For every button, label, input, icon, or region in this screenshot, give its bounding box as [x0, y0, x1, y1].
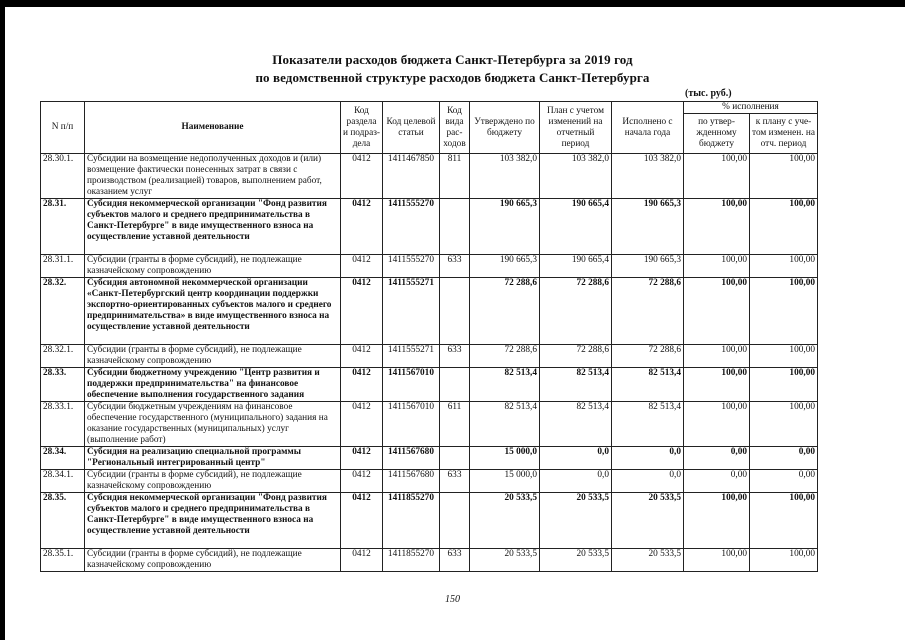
table-row	[41, 402, 818, 447]
cell-razdel: 0412	[341, 154, 383, 199]
cell-done: 103 382,0	[612, 154, 684, 199]
cell-name: Субсидии бюджетным учреждениям на финансовое обеспечение государственного (муниципального) задания на оказание государственных (муниципальных) услуг (выполнение работ)	[85, 402, 341, 447]
cell-pct-budget: 100,00	[684, 368, 750, 402]
cell-pct-plan: 100,00	[750, 255, 818, 278]
cell-razdel: 0412	[341, 278, 383, 345]
header-pct-budget: по утвер-жденному бюджету	[684, 114, 750, 154]
cell-pct-plan: 100,00	[750, 278, 818, 345]
cell-name: Субсидия некоммерческой организации "Фонд развития субъектов малого и среднего предпринимательства в Санкт-Петербурге" в виде имущественного взноса на осуществление уставной деятельности	[85, 493, 341, 549]
cell-vid: 811	[440, 154, 470, 199]
cell-plan: 82 513,4	[540, 368, 612, 402]
table-row	[41, 345, 818, 368]
cell-approved: 15 000,0	[470, 447, 540, 470]
cell-done: 72 288,6	[612, 345, 684, 368]
cell-pct-plan: 100,00	[750, 368, 818, 402]
table-row	[41, 154, 818, 199]
cell-done: 72 288,6	[612, 278, 684, 345]
table-row	[41, 368, 818, 402]
cell-plan: 20 533,5	[540, 493, 612, 549]
cell-plan: 20 533,5	[540, 549, 612, 572]
cell-pct-budget: 100,00	[684, 278, 750, 345]
cell-name: Субсидии (гранты в форме субсидий), не подлежащие казначейскому сопровождению	[85, 345, 341, 368]
table-row	[41, 549, 818, 572]
cell-csr: 1411555270	[383, 199, 440, 255]
cell-plan: 72 288,6	[540, 278, 612, 345]
cell-csr: 1411555271	[383, 345, 440, 368]
cell-num: 28.32.1.	[41, 345, 85, 368]
cell-pct-budget: 100,00	[684, 199, 750, 255]
header-approved: Утверждено по бюджету	[470, 102, 540, 154]
cell-csr: 1411467850	[383, 154, 440, 199]
cell-vid	[440, 278, 470, 345]
cell-razdel: 0412	[341, 493, 383, 549]
cell-plan: 190 665,4	[540, 199, 612, 255]
cell-approved: 82 513,4	[470, 368, 540, 402]
cell-csr: 1411567010	[383, 368, 440, 402]
cell-done: 0,0	[612, 470, 684, 493]
table-row	[41, 447, 818, 470]
header-pct-plan: к плану с уче-том изменен. на отч. период	[750, 114, 818, 154]
cell-pct-plan: 100,00	[750, 493, 818, 549]
cell-approved: 72 288,6	[470, 345, 540, 368]
cell-approved: 20 533,5	[470, 493, 540, 549]
header-razdel: Код раздела и подраз-дела	[341, 102, 383, 154]
cell-pct-budget: 100,00	[684, 402, 750, 447]
cell-razdel: 0412	[341, 549, 383, 572]
cell-razdel: 0412	[341, 255, 383, 278]
cell-pct-plan: 100,00	[750, 402, 818, 447]
header-plan: План с учетом изменений на отчетный период	[540, 102, 612, 154]
page-title: Показатели расходов бюджета Санкт-Петербурга за 2019 год	[272, 52, 633, 67]
cell-plan: 190 665,4	[540, 255, 612, 278]
cell-vid: 611	[440, 402, 470, 447]
cell-csr: 1411567680	[383, 447, 440, 470]
cell-num: 28.34.1.	[41, 470, 85, 493]
cell-vid	[440, 447, 470, 470]
scan-border-top	[0, 0, 905, 7]
cell-pct-plan: 100,00	[750, 345, 818, 368]
cell-done: 0,0	[612, 447, 684, 470]
cell-plan: 0,0	[540, 447, 612, 470]
cell-done: 190 665,3	[612, 255, 684, 278]
units-label: (тыс. руб.)	[685, 88, 732, 99]
page-number: 150	[445, 594, 460, 605]
cell-plan: 82 513,4	[540, 402, 612, 447]
page-subtitle: по ведомственной структуре расходов бюджета Санкт-Петербурга	[255, 70, 650, 85]
cell-csr: 1411567680	[383, 470, 440, 493]
table-row	[41, 493, 818, 549]
cell-num: 28.31.1.	[41, 255, 85, 278]
cell-pct-budget: 100,00	[684, 345, 750, 368]
cell-done: 82 513,4	[612, 402, 684, 447]
cell-pct-plan: 100,00	[750, 199, 818, 255]
cell-num: 28.34.	[41, 447, 85, 470]
cell-num: 28.30.1.	[41, 154, 85, 199]
cell-pct-budget: 100,00	[684, 549, 750, 572]
cell-done: 190 665,3	[612, 199, 684, 255]
cell-name: Субсидии бюджетному учреждению "Центр развития и поддержки предпринимательства" на финансовое обеспечение выполнения государственного задания	[85, 368, 341, 402]
cell-pct-budget: 100,00	[684, 493, 750, 549]
cell-pct-plan: 0,00	[750, 447, 818, 470]
cell-vid	[440, 199, 470, 255]
cell-name: Субсидии (гранты в форме субсидий), не подлежащие казначейскому сопровождению	[85, 549, 341, 572]
header-name: Наименование	[85, 102, 341, 154]
header-done: Исполнено с начала года	[612, 102, 684, 154]
cell-vid	[440, 368, 470, 402]
cell-approved: 103 382,0	[470, 154, 540, 199]
cell-approved: 82 513,4	[470, 402, 540, 447]
cell-name: Субсидии (гранты в форме субсидий), не подлежащие казначейскому сопровождению	[85, 470, 341, 493]
cell-razdel: 0412	[341, 470, 383, 493]
cell-csr: 1411555270	[383, 255, 440, 278]
table-row	[41, 199, 818, 255]
cell-vid	[440, 493, 470, 549]
cell-approved: 15 000,0	[470, 470, 540, 493]
cell-pct-budget: 0,00	[684, 470, 750, 493]
cell-vid: 633	[440, 549, 470, 572]
cell-done: 20 533,5	[612, 549, 684, 572]
cell-approved: 190 665,3	[470, 199, 540, 255]
cell-csr: 1411855270	[383, 549, 440, 572]
cell-pct-budget: 0,00	[684, 447, 750, 470]
cell-done: 82 513,4	[612, 368, 684, 402]
cell-pct-plan: 0,00	[750, 470, 818, 493]
table-row	[41, 470, 818, 493]
cell-num: 28.33.	[41, 368, 85, 402]
cell-plan: 103 382,0	[540, 154, 612, 199]
header-vid: Код вида рас-ходов	[440, 102, 470, 154]
cell-razdel: 0412	[341, 402, 383, 447]
cell-csr: 1411555271	[383, 278, 440, 345]
cell-approved: 72 288,6	[470, 278, 540, 345]
cell-razdel: 0412	[341, 199, 383, 255]
cell-approved: 190 665,3	[470, 255, 540, 278]
cell-csr: 1411855270	[383, 493, 440, 549]
cell-num: 28.31.	[41, 199, 85, 255]
cell-pct-budget: 100,00	[684, 255, 750, 278]
cell-plan: 72 288,6	[540, 345, 612, 368]
cell-num: 28.32.	[41, 278, 85, 345]
cell-razdel: 0412	[341, 447, 383, 470]
cell-vid: 633	[440, 470, 470, 493]
header-pct-group: % исполнения	[684, 102, 818, 114]
cell-name: Субсидия на реализацию специальной программы "Региональный интегрированный центр"	[85, 447, 341, 470]
header-num: N п/п	[41, 102, 85, 154]
budget-table	[40, 101, 818, 572]
cell-pct-plan: 100,00	[750, 154, 818, 199]
table-row	[41, 278, 818, 345]
cell-pct-plan: 100,00	[750, 549, 818, 572]
cell-num: 28.35.1.	[41, 549, 85, 572]
cell-name: Субсидии (гранты в форме субсидий), не подлежащие казначейскому сопровождению	[85, 255, 341, 278]
cell-csr: 1411567010	[383, 402, 440, 447]
header-csr: Код целевой статьи	[383, 102, 440, 154]
table-row	[41, 255, 818, 278]
cell-num: 28.35.	[41, 493, 85, 549]
cell-razdel: 0412	[341, 345, 383, 368]
cell-name: Субсидии на возмещение недополученных доходов и (или) возмещение фактически понесенных затрат в связи с производством (реализацией) товаров, выполнением работ, оказанием услуг	[85, 154, 341, 199]
cell-pct-budget: 100,00	[684, 154, 750, 199]
cell-num: 28.33.1.	[41, 402, 85, 447]
scan-border-left	[0, 0, 5, 640]
cell-vid: 633	[440, 345, 470, 368]
cell-approved: 20 533,5	[470, 549, 540, 572]
cell-name: Субсидия автономной некоммерческой организации «Санкт-Петербургский центр координации поддержки экспортно-ориентированных субъектов малого и среднего предпринимательства» в виде имущественного взноса на осуществление уставной деятельности	[85, 278, 341, 345]
cell-vid: 633	[440, 255, 470, 278]
cell-razdel: 0412	[341, 368, 383, 402]
cell-name: Субсидия некоммерческой организации "Фонд развития субъектов малого и среднего предпринимательства в Санкт-Петербурге" в виде имущественного взноса на осуществление уставной деятельности	[85, 199, 341, 255]
cell-done: 20 533,5	[612, 493, 684, 549]
cell-plan: 0,0	[540, 470, 612, 493]
